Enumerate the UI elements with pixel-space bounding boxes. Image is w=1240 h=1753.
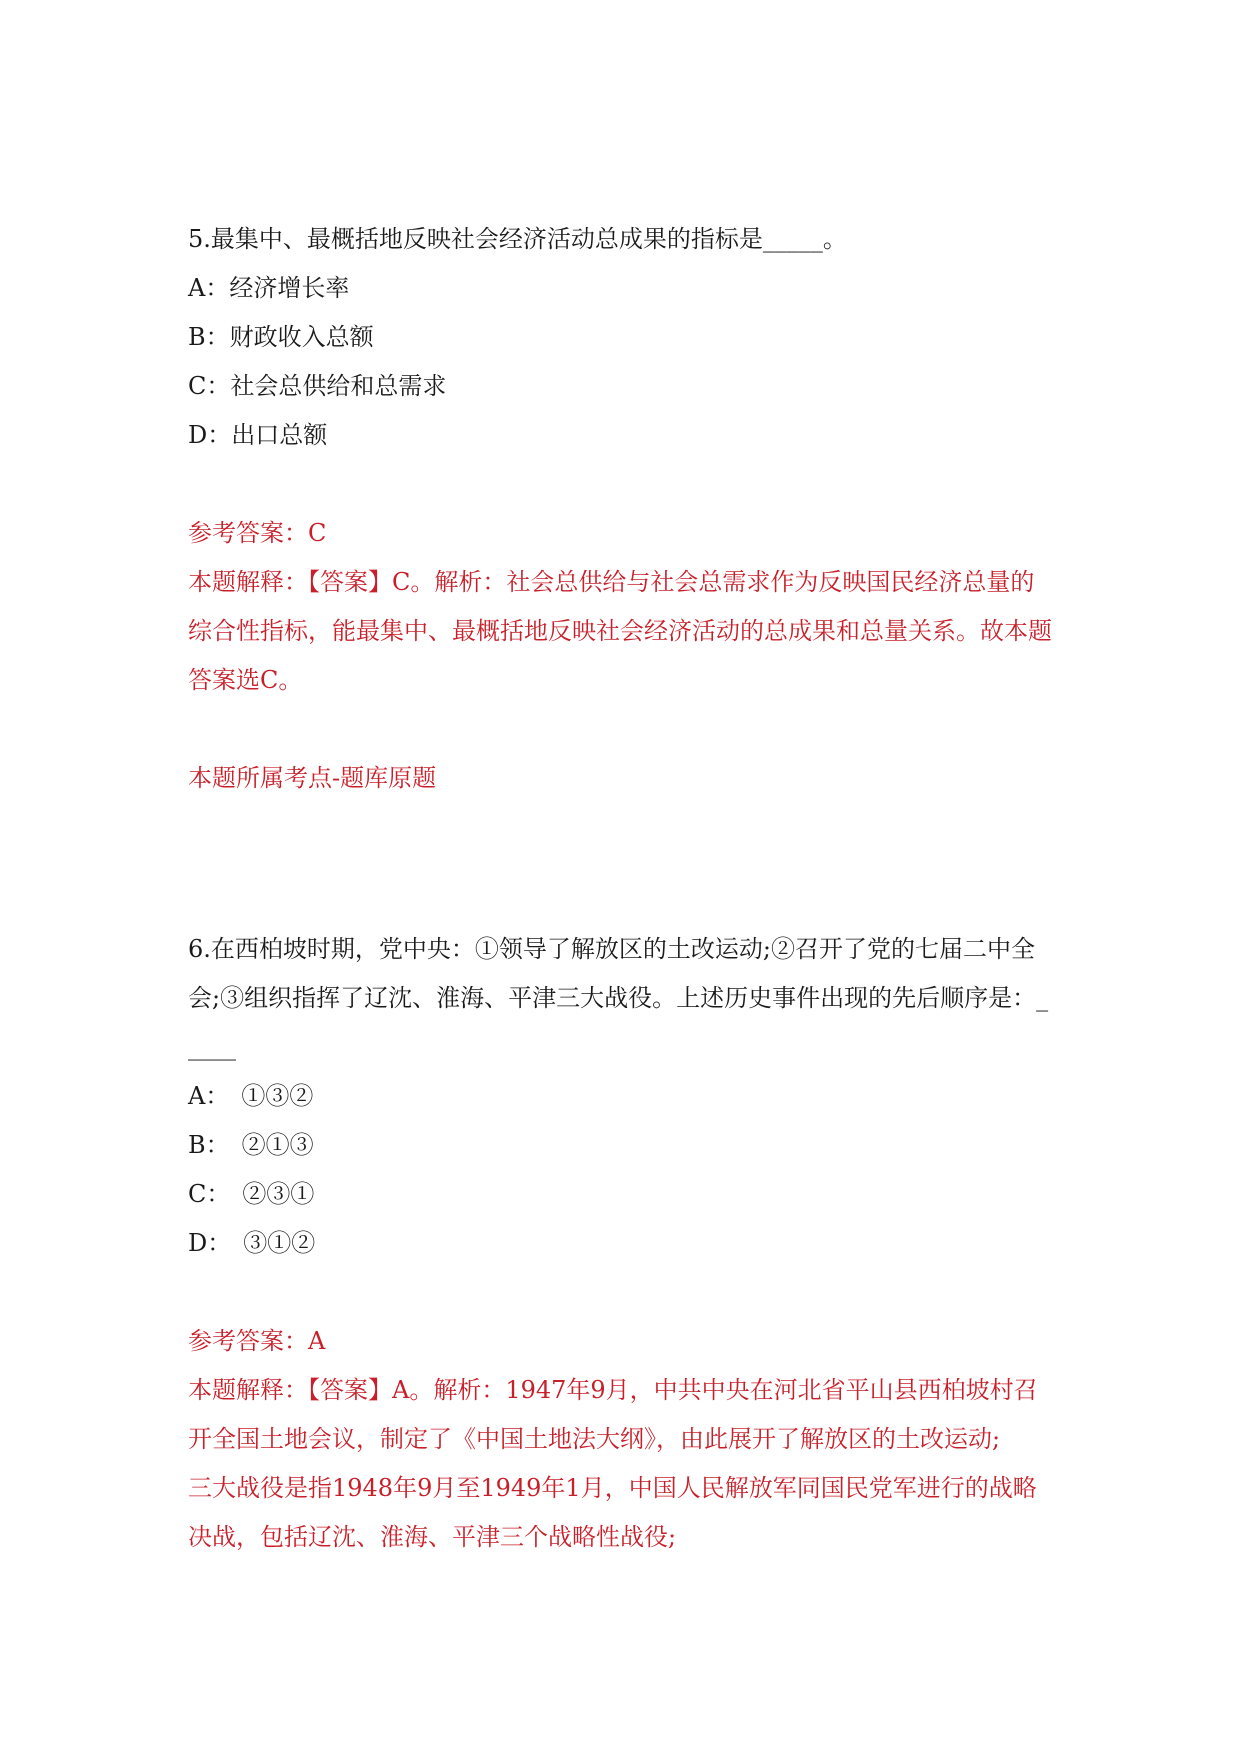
answer-explanation-continued: 三大战役是指1948年9月至1949年1月，中国人民解放军同国民党军进行的战略决战，包括辽沈、淮海、平津三个战略性战役; <box>188 1474 1037 1551</box>
document-page <box>188 215 1058 1562</box>
option-a: A： ①③② <box>188 1082 314 1110</box>
question-stem: 5.最集中、最概括地反映社会经济活动总成果的指标是_____。 <box>188 225 847 253</box>
option-b: B： ②①③ <box>188 1131 314 1159</box>
option-d: D：出口总额 <box>188 421 328 449</box>
answer-explanation: 本题解释：【答案】C。解析：社会总供给与社会总需求作为反映国民经济总量的综合性指标，能最集中、最概括地反映社会经济活动的总成果和总量关系。故本题答案选C。 <box>188 568 1052 694</box>
option-c: C：社会总供给和总需求 <box>188 372 447 400</box>
spacer <box>188 1268 1058 1317</box>
option-d: D： ③①② <box>188 1229 316 1257</box>
answer-explanation: 本题解释：【答案】A。解析：1947年9月，中共中央在河北省平山县西柏坡村召开全国土地会议，制定了《中国土地法大纲》，由此展开了解放区的土改运动; <box>188 1376 1038 1453</box>
reference-answer: 参考答案：A <box>188 1327 326 1355</box>
option-a: A：经济增长率 <box>188 274 350 302</box>
option-c: C： ②③① <box>188 1180 315 1208</box>
question-stem: 6.在西柏坡时期，党中央：①领导了解放区的土改运动;②召开了党的七届二中全会;③组织指挥了辽沈、淮海、平津三大战役。上述历史事件出现的先后顺序是：_____ <box>188 935 1049 1061</box>
spacer <box>188 803 1058 925</box>
topic-label: 本题所属考点-题库原题 <box>188 764 437 792</box>
reference-answer: 参考答案：C <box>188 519 327 547</box>
question-5 <box>188 215 1058 803</box>
spacer <box>188 460 1058 509</box>
option-b: B：财政收入总额 <box>188 323 374 351</box>
question-6 <box>188 925 1058 1562</box>
spacer <box>188 705 1058 754</box>
